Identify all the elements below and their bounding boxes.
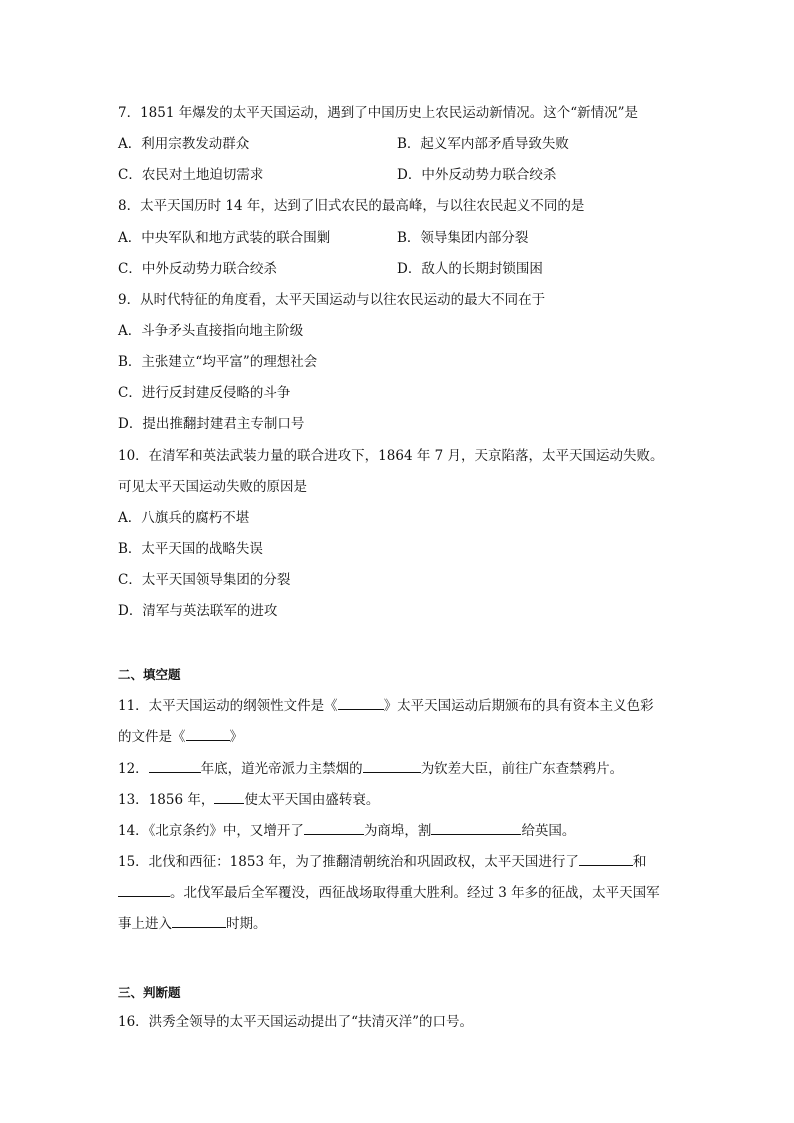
q10-option-b: B．太平天国的战略失误	[118, 541, 263, 557]
q9-option-c: C．进行反封建反侵略的斗争	[118, 385, 291, 401]
q13-text-2: 使太平天国由盛转衰。	[244, 792, 380, 808]
q8-option-a: A．中央军队和地方武装的联合围剿	[118, 230, 331, 246]
q11-text-1: 11．太平天国运动的纲领性文件是《	[118, 698, 338, 714]
q15-text-2: 和	[632, 854, 647, 870]
q9-option-b: B．主张建立“均平富”的理想社会	[118, 354, 318, 370]
section-true-false-heading: 三、判断题	[118, 985, 181, 1000]
q10-option-a: A．八旗兵的腐朽不堪	[118, 510, 250, 526]
q9-stem: 9．从时代特征的角度看，太平天国运动与以往农民运动的最大不同在于	[118, 292, 546, 308]
q12-text-2: 年底，道光帝派力主禁烟的	[200, 761, 363, 777]
q10-stem-line1: 10．在清军和英法武装力量的联合进攻下，1864 年 7 月，天京陷落，太平天国运动失败。	[118, 448, 664, 464]
q15-line2	[118, 882, 660, 903]
q12-line	[118, 758, 623, 779]
q7-option-d: D．中外反动势力联合绞杀	[397, 167, 557, 183]
q12-blank-2[interactable]	[363, 758, 421, 773]
q8-option-c: C．中外反动势力联合绞杀	[118, 261, 277, 277]
q15-text-4: 事上进入	[118, 916, 172, 932]
q9-option-d: D．提出推翻封建君主专制口号	[118, 416, 305, 432]
q8-stem: 8．太平天国历时 14 年，达到了旧式农民的最高峰，与以往农民起义不同的是	[118, 198, 585, 214]
q11-blank-1[interactable]	[338, 695, 384, 710]
q11-line1	[118, 695, 654, 716]
q7-stem: 7．1851 年爆发的太平天国运动，遇到了中国历史上农民运动新情况。这个“新情况”是	[118, 105, 639, 121]
q11-text-4: 》	[229, 729, 243, 745]
q15-text-5: 时期。	[226, 916, 267, 932]
q15-text-3: 。北伐军最后全军覆没，西征战场取得重大胜利。经过 3 年多的征战，太平天国军	[170, 885, 660, 901]
q8-option-b: B．领导集团内部分裂	[397, 230, 529, 246]
q11-blank-2[interactable]	[186, 726, 230, 741]
q11-line2	[118, 726, 243, 747]
q14-blank-2[interactable]	[431, 820, 521, 835]
q12-text-3: 为钦差大臣，前往广东查禁鸦片。	[420, 761, 624, 777]
q16-stem: 16．洪秀全领导的太平天国运动提出了“扶清灭洋”的口号。	[118, 1014, 473, 1030]
q8-option-d: D．敌人的长期封锁围困	[397, 261, 543, 277]
q14-line	[118, 820, 575, 841]
q13-text-1: 13．1856 年，	[118, 792, 215, 808]
q10-option-c: C．太平天国领导集团的分裂	[118, 572, 291, 588]
q11-text-2: 》太平天国运动后期颁布的具有资本主义色彩	[383, 698, 654, 714]
q7-option-b: B．起义军内部矛盾导致失败	[397, 136, 569, 152]
q7-option-c: C．农民对土地迫切需求	[118, 167, 264, 183]
q11-text-3: 的文件是《	[118, 729, 186, 745]
q14-text-3: 给英国。	[521, 823, 576, 839]
q15-text-1: 15．北伐和西征：1853 年，为了推翻清朝统治和巩固政权，太平天国进行了	[118, 854, 579, 870]
q15-line3	[118, 913, 267, 934]
q9-option-a: A．斗争矛头直接指向地主阶级	[118, 323, 304, 339]
q10-stem-line2: 可见太平天国运动失败的原因是	[118, 479, 307, 495]
q15-blank-2[interactable]	[118, 882, 170, 897]
q15-blank-3[interactable]	[172, 913, 226, 928]
q7-option-a: A．利用宗教发动群众	[118, 136, 250, 152]
q13-blank-1[interactable]	[214, 789, 244, 804]
q12-blank-1[interactable]	[149, 758, 201, 773]
q13-line	[118, 789, 379, 810]
q14-text-1: 14．《北京条约》中，又增开了	[118, 823, 304, 839]
q10-option-d: D．清军与英法联军的进攻	[118, 603, 278, 619]
q14-blank-1[interactable]	[304, 820, 364, 835]
q14-text-2: 为商埠，割	[363, 823, 432, 839]
q15-line1	[118, 851, 646, 872]
q12-text-1: 12．	[118, 761, 149, 777]
q15-blank-1[interactable]	[579, 851, 633, 866]
section-fill-in-blank-heading: 二、填空题	[118, 667, 181, 682]
